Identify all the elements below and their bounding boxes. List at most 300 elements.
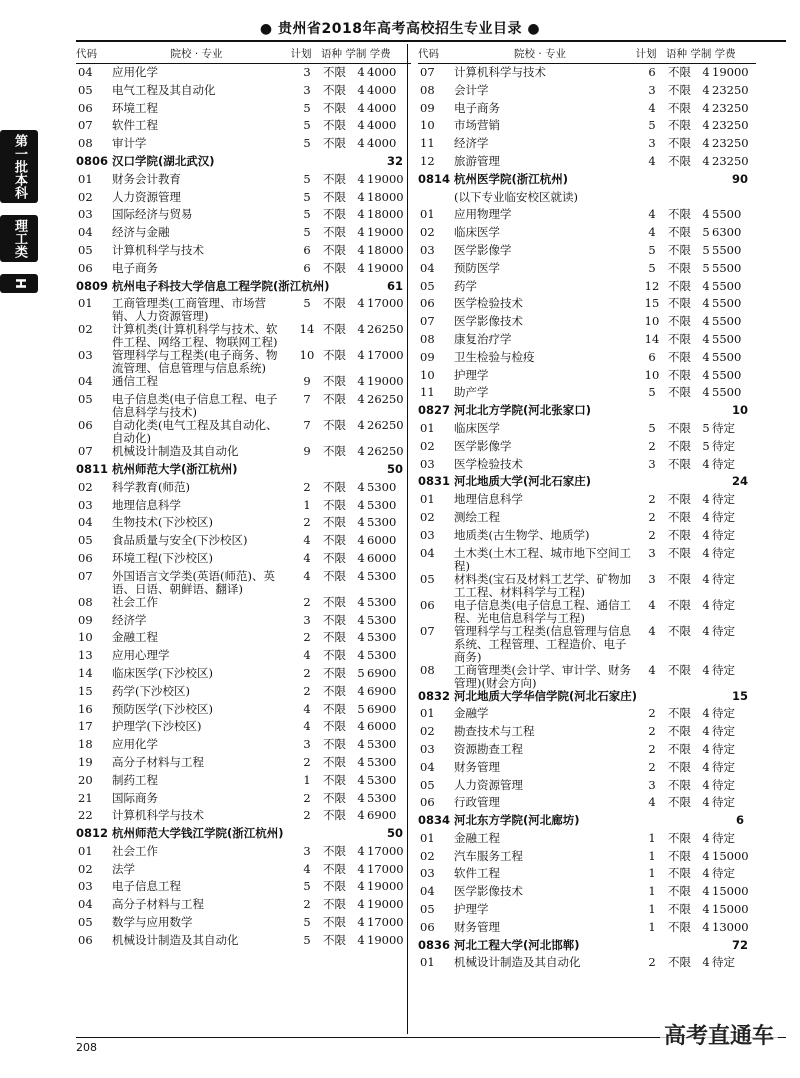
row-plan: 4 [303,701,311,716]
row-fee: 17000 [367,296,404,311]
major-row [418,529,756,547]
row-name: 预防医学(下沙校区) [112,701,213,716]
row-code: 11 [420,385,435,400]
row-name: 工商管理类(会计学、审计学、财务管理)(财会方向) [454,662,631,690]
row-code: 08 [420,331,435,346]
row-fee: 23250 [712,153,749,168]
row-language: 不限 [323,444,346,459]
row-fee: 待定 [712,795,735,810]
row-plan: 2 [648,527,656,542]
major-row [76,499,411,517]
row-code: 02 [420,225,435,240]
row-language: 不限 [668,509,691,524]
row-plan: 5 [303,932,311,947]
row-fee: 5300 [367,630,397,645]
row-years: 4 [702,597,710,612]
major-row [418,796,756,814]
row-code: 0827 [418,403,451,418]
major-row [76,552,411,570]
row-code: 10 [78,630,93,645]
row-language: 不限 [323,515,346,530]
row-code: 06 [78,932,93,947]
row-fee: 17000 [367,843,404,858]
major-row [76,916,411,934]
row-fee: 待定 [712,759,735,774]
row-name: 社会工作 [112,843,158,858]
row-code: 02 [420,724,435,739]
row-language: 不限 [323,932,346,947]
row-years: 4 [702,153,710,168]
major-row [76,84,411,102]
row-fee: 待定 [712,741,735,756]
major-row [76,845,411,863]
row-language: 不限 [323,701,346,716]
row-language: 不限 [668,82,691,97]
row-code: 04 [420,260,435,275]
row-code: 0806 [76,153,109,168]
row-years: 5 [702,242,710,257]
row-language: 不限 [668,623,691,638]
row-plan: 1 [648,884,656,899]
row-fee: 待定 [712,571,735,586]
row-fee: 待定 [712,706,735,721]
major-row [418,743,756,761]
row-plan: 4 [303,550,311,565]
row-language: 不限 [323,594,346,609]
major-row [76,102,411,120]
row-fee: 26250 [367,392,404,407]
row-years: 4 [702,82,710,97]
row-name: 计算机科学与技术 [454,65,546,79]
row-code: 04 [78,897,93,912]
row-years: 4 [702,278,710,293]
row-name: 应用物理学 [454,207,512,222]
row-language: 不限 [323,683,346,698]
row-plan: 6 [735,813,744,828]
side-tab-letter: H [0,274,38,293]
row-language: 不限 [668,741,691,756]
left-column-header [76,46,411,64]
row-years: 4 [357,392,365,407]
row-plan: 6 [303,242,311,257]
row-name: 法学 [112,861,135,876]
row-years: 5 [702,260,710,275]
row-fee: 5500 [712,242,742,257]
row-language: 不限 [323,915,346,930]
row-fee: 待定 [712,830,735,845]
row-code: 04 [78,515,93,530]
row-fee: 5300 [367,594,397,609]
row-plan: 2 [303,754,311,769]
col-code-header: 代码 [76,48,97,60]
major-row [418,191,756,209]
row-fee: 待定 [712,456,735,471]
major-row [76,880,411,898]
row-language: 不限 [668,385,691,400]
row-fee: 5500 [712,278,742,293]
major-row [418,547,756,573]
row-plan: 2 [303,479,311,494]
row-code: 19 [78,754,93,769]
row-code: 03 [420,527,435,542]
row-language: 不限 [668,706,691,721]
row-fee: 5500 [712,296,742,311]
row-years: 4 [702,65,710,79]
row-plan: 10 [644,314,660,329]
row-language: 不限 [668,527,691,542]
row-years: 4 [702,848,710,863]
row-language: 不限 [323,296,346,311]
left-rows [76,66,411,952]
row-name: 环境工程(下沙校区) [112,550,213,565]
row-fee: 17000 [367,861,404,876]
major-row [418,725,756,743]
major-row [76,481,411,499]
row-code: 02 [420,509,435,524]
right-rows [418,66,756,974]
school-row [418,404,756,422]
row-name: 资源勘查工程 [454,741,523,756]
row-plan: 10 [299,348,315,363]
row-name: 软件工程 [112,118,158,133]
row-fee: 19000 [367,897,404,912]
row-plan: 6 [648,349,656,364]
row-fee: 5300 [367,772,397,787]
major-row [418,707,756,725]
school-row [418,690,756,708]
major-row [76,720,411,738]
row-fee: 待定 [712,597,735,612]
row-code: 0811 [76,461,109,476]
row-years: 4 [357,348,365,363]
row-language: 不限 [323,843,346,858]
row-code: 05 [78,392,93,407]
row-plan: 1 [648,919,656,934]
row-language: 不限 [668,884,691,899]
row-name: 管理科学与工程类(信息管理与信息系统、工程管理、工程造价、电子商务) [454,623,631,664]
major-row [76,349,411,375]
row-name: 临床医学 [454,225,500,240]
row-name: 康复治疗学 [454,331,512,346]
row-plan: 12 [644,278,660,293]
row-language: 不限 [323,550,346,565]
row-fee: 待定 [712,866,735,881]
row-code: 06 [420,296,435,311]
row-years: 4 [357,444,365,459]
row-name: 河北工程大学(河北邯郸) [454,937,580,952]
row-language: 不限 [323,754,346,769]
major-row [76,226,411,244]
row-years: 4 [357,100,365,115]
row-name: 勘查技术与工程 [454,724,535,739]
row-language: 不限 [323,189,346,204]
row-plan: 14 [299,322,315,337]
row-name: 应用化学 [112,65,158,79]
side-tab-batch: 第一批本科 [0,130,38,203]
row-plan: 2 [648,438,656,453]
major-row [76,516,411,534]
row-plan: 24 [731,474,748,489]
major-row [76,863,411,881]
row-name: 护理学(下沙校区) [112,719,202,734]
row-fee: 19000 [367,260,404,275]
school-row [418,814,756,832]
school-row [76,280,411,298]
row-years: 4 [702,509,710,524]
row-code: 01 [78,296,93,311]
row-plan: 3 [648,777,656,792]
row-years: 4 [357,515,365,530]
row-name: 临床医学(下沙校区) [112,665,213,680]
row-name: 自动化类(电气工程及其自动化、自动化) [112,418,278,446]
row-fee: 4000 [367,65,397,79]
major-row [418,155,756,173]
row-plan: 2 [648,955,656,970]
major-row [418,599,756,625]
major-row [76,809,411,827]
major-row [418,297,756,315]
row-language: 不限 [323,479,346,494]
row-years: 4 [357,932,365,947]
row-fee: 6000 [367,719,397,734]
row-code: 05 [420,902,435,917]
row-code: 04 [420,545,435,560]
row-name: 药学(下沙校区) [112,683,190,698]
row-plan: 2 [303,515,311,530]
row-code: 22 [78,808,93,823]
row-plan: 5 [648,242,656,257]
row-plan: 7 [303,392,311,407]
row-code: 09 [420,349,435,364]
major-row [418,625,756,664]
major-row [418,664,756,690]
row-name: 电子信息类(电子信息工程、通信工程、光电信息科学与工程) [454,597,631,625]
row-language: 不限 [668,65,691,79]
row-code: 06 [420,919,435,934]
row-name: 汉口学院(湖北武汉) [112,153,215,168]
row-fee: 15000 [712,848,749,863]
row-plan: 3 [303,843,311,858]
major-row [76,66,411,84]
row-plan: 5 [648,420,656,435]
row-name: 电气工程及其自动化 [112,82,216,97]
row-name: 环境工程 [112,100,158,115]
col-name-header: 院校 · 专业 [513,48,566,60]
row-name: 医学检验技术 [454,296,523,311]
row-fee: 18000 [367,207,404,222]
major-row [76,323,411,349]
row-name: 科学教育(师范) [112,479,190,494]
watermark: 高考直通车 [660,1019,778,1050]
row-fee: 19000 [367,171,404,186]
major-row [418,66,756,84]
row-name: 行政管理 [454,795,500,810]
row-years: 4 [702,207,710,222]
row-fee: 待定 [712,545,735,560]
row-code: 01 [420,706,435,721]
row-name: 电子商务 [112,260,158,275]
row-fee: 6300 [712,225,742,240]
row-fee: 待定 [712,527,735,542]
major-row [76,703,411,721]
row-code: 02 [420,438,435,453]
row-plan: 3 [648,545,656,560]
row-language: 不限 [668,207,691,222]
row-name: 财务管理 [454,919,500,934]
row-code: 05 [78,915,93,930]
row-fee: 23250 [712,118,749,133]
row-plan: 5 [303,207,311,222]
row-years: 4 [357,790,365,805]
row-code: 06 [78,418,93,433]
row-fee: 15000 [712,902,749,917]
row-language: 不限 [323,207,346,222]
row-plan: 4 [303,568,311,583]
row-plan: 10 [644,367,660,382]
row-code: 07 [420,623,435,638]
row-code: 01 [78,843,93,858]
page-number: 208 [76,1041,97,1054]
major-row [76,191,411,209]
row-plan: 72 [731,937,748,952]
row-name: 医学影像学 [454,438,512,453]
row-years: 4 [357,808,365,823]
row-years: 4 [357,612,365,627]
row-plan: 4 [648,795,656,810]
row-fee: 4000 [367,82,397,97]
row-name: 助产学 [454,385,489,400]
row-name: 医学影像技术 [454,884,523,899]
row-language: 不限 [323,772,346,787]
row-code: 0812 [76,826,109,841]
row-fee: 26250 [367,322,404,337]
major-row [418,84,756,102]
row-plan: 3 [648,136,656,151]
row-plan: 50 [386,826,403,841]
col-meta-header: 语种 学制 学费 [321,48,391,60]
row-plan: 5 [648,260,656,275]
row-plan: 1 [648,848,656,863]
row-years: 4 [702,795,710,810]
major-row [76,173,411,191]
row-name: 会计学 [454,82,489,97]
row-years: 5 [702,438,710,453]
row-plan: 5 [648,118,656,133]
row-fee: 5300 [367,612,397,627]
left-column [76,46,411,952]
col-code-header: 代码 [418,48,439,60]
col-plan-header: 计划 [635,48,657,60]
row-code: 03 [420,741,435,756]
row-years: 4 [357,630,365,645]
row-code: 14 [78,665,93,680]
row-fee: 26250 [367,444,404,459]
row-name: 工商管理类(工商管理、市场营销、人力资源管理) [112,296,266,324]
row-language: 不限 [323,568,346,583]
row-code: 08 [420,662,435,677]
row-code: 0814 [418,171,451,186]
row-plan: 2 [303,594,311,609]
row-name: 电子信息类(电子信息工程、电子信息科学与技术) [112,392,278,420]
major-row [76,631,411,649]
row-name: 社会工作 [112,594,158,609]
school-row [418,173,756,191]
major-row [76,667,411,685]
row-years: 4 [357,533,365,548]
major-row [76,614,411,632]
row-language: 不限 [323,897,346,912]
row-fee: 6900 [367,665,397,680]
row-years: 4 [357,550,365,565]
row-years: 4 [357,568,365,583]
major-row [76,297,411,323]
row-language: 不限 [668,456,691,471]
row-code: 09 [78,612,93,627]
row-plan: 5 [303,171,311,186]
row-code: 01 [420,830,435,845]
row-name: 地理信息科学 [112,497,181,512]
row-code: 05 [78,533,93,548]
row-code: 18 [78,737,93,752]
row-years: 4 [357,82,365,97]
row-years: 4 [357,648,365,663]
row-code: 05 [78,242,93,257]
row-name: 河北地质大学(河北石家庄) [454,474,592,489]
row-code: 07 [420,314,435,329]
row-name: 财务管理 [454,759,500,774]
column-divider [407,44,408,1034]
row-fee: 15000 [712,884,749,899]
row-language: 不限 [323,171,346,186]
row-fee: 待定 [712,777,735,792]
major-row [418,956,756,974]
row-fee: 6900 [367,683,397,698]
major-row [76,445,411,463]
major-row [418,511,756,529]
row-plan: 6 [303,260,311,275]
row-code: 08 [78,594,93,609]
row-language: 不限 [323,418,346,433]
row-code: 05 [420,777,435,792]
row-name: 审计学 [112,136,147,151]
row-years: 4 [357,497,365,512]
major-row [418,885,756,903]
row-name: 卫生检验与检疫 [454,349,535,364]
row-name: 汽车服务工程 [454,848,523,863]
row-years: 4 [702,385,710,400]
row-code: 13 [78,648,93,663]
row-language: 不限 [323,630,346,645]
major-row [76,738,411,756]
row-code: 09 [420,100,435,115]
row-name: 材料类(宝石及材料工艺学、矿物加工工程、材料科学与工程) [454,571,631,599]
row-code: 0834 [418,813,451,828]
row-fee: 4000 [367,100,397,115]
row-plan: 4 [648,225,656,240]
row-plan: 1 [648,902,656,917]
row-fee: 待定 [712,492,735,507]
row-years: 4 [357,65,365,79]
row-language: 不限 [668,662,691,677]
row-fee: 17000 [367,915,404,930]
row-code: 07 [78,568,93,583]
row-language: 不限 [323,225,346,240]
row-plan: 2 [303,897,311,912]
major-row [418,262,756,280]
row-years: 4 [702,492,710,507]
row-fee: 23250 [712,100,749,115]
row-name: 国际商务 [112,790,158,805]
